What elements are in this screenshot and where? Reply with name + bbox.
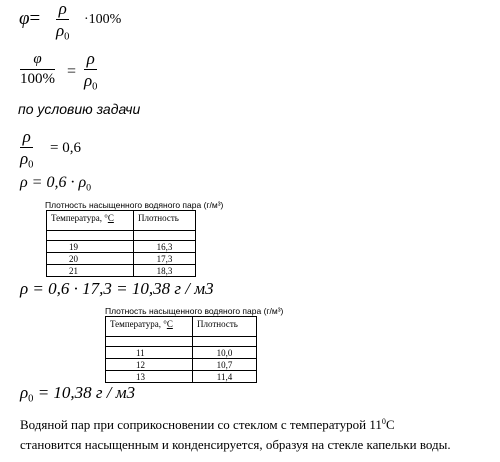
conclusion-line-2: становится насыщенным и конденсируется, образуя на стекле капельки воды. (20, 437, 451, 452)
col-density-header: Плотность (197, 319, 238, 329)
density-cell: 11,4 (193, 371, 257, 383)
formula-1-lhs: φ= (19, 8, 41, 29)
density-cell: 16,3 (134, 241, 196, 253)
temp-cell: 13 (106, 371, 193, 383)
table-row (106, 347, 257, 359)
formula-2-right-fraction: ρ $\rho_0$ (84, 49, 98, 93)
density-table-1 (46, 210, 196, 277)
table-gap-row (47, 231, 196, 241)
condition-text: по условию задачи (18, 101, 141, 117)
formula-3-rhs: = 0,6 (50, 140, 81, 156)
formula-2-left-fraction: φ 100% (20, 51, 55, 87)
temp-cell: 11 (106, 347, 193, 359)
temp-cell: 12 (106, 359, 193, 371)
density-cell: 10,0 (193, 347, 257, 359)
table-2-caption: Плотность насыщенного водяного пара (г/м³) (105, 306, 284, 316)
formula-6: $\rho_0 = 10,38$ г / м3 (20, 383, 136, 405)
table-row (47, 241, 196, 253)
formula-1-tail: ·100% (84, 12, 122, 27)
table-gap-row (106, 337, 257, 347)
density-cell: 10,7 (193, 359, 257, 371)
table-header (106, 317, 257, 337)
density-table-2 (105, 316, 257, 383)
table-row (106, 359, 257, 371)
formula-2-equals: = (67, 63, 77, 80)
table-1-caption: Плотность насыщенного водяного пара (г/м³) (45, 200, 224, 210)
table-header (47, 211, 196, 231)
formula-5: ρ = 0,6 · 17,3 = 10,38 г / м3 (20, 279, 214, 298)
col-temp-header: Температура, °С (51, 213, 114, 223)
table-row (47, 253, 196, 265)
table-row (47, 265, 196, 277)
temp-cell: 21 (47, 265, 134, 277)
temp-cell: 19 (47, 241, 134, 253)
table-row (106, 371, 257, 383)
formula-1-fraction: ρ $\rho_0$ (56, 0, 70, 43)
conclusion-line-1: Водяной пар при соприкосновении со стеклом с температурой $11^0С$ (20, 417, 395, 432)
density-cell: 18,3 (134, 265, 196, 277)
formula-3-fraction: ρ $\rho_0$ (20, 127, 34, 171)
density-cell: 17,3 (134, 253, 196, 265)
formula-4: $\rho = 0,6 \cdot \rho_0$ (20, 174, 92, 194)
col-density-header: Плотность (138, 213, 179, 223)
temp-cell: 20 (47, 253, 134, 265)
col-temp-header: Температура, °С (110, 319, 173, 329)
